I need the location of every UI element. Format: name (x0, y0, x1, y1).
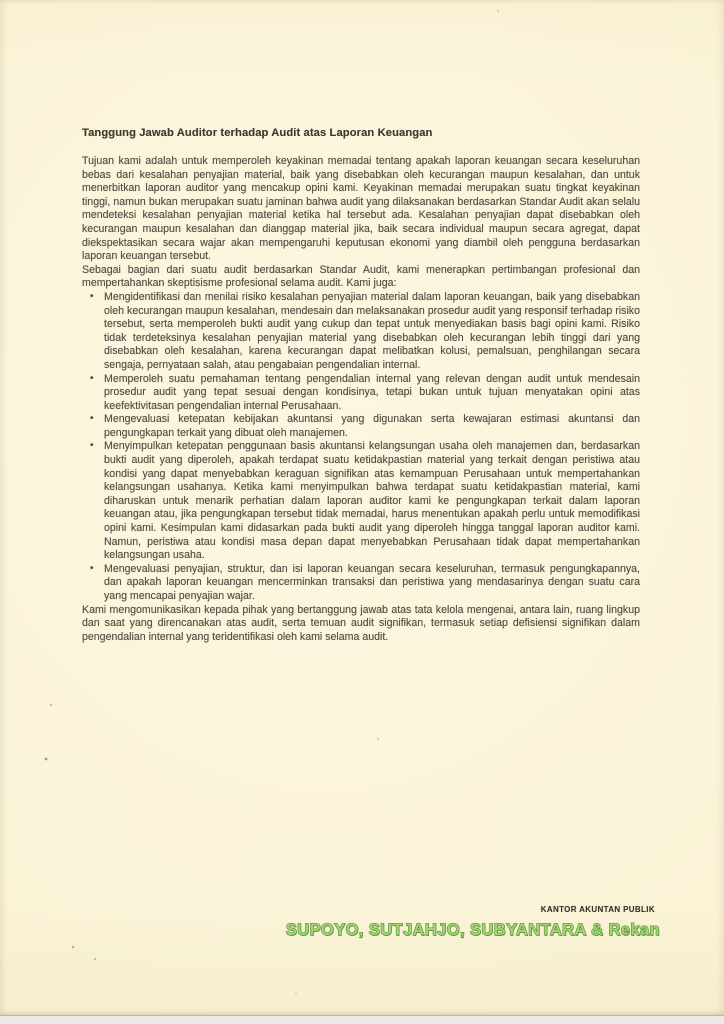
firm-name-logotype: SUPOYO, SUTJAHJO, SUBYANTARA & Rekan (285, 921, 660, 939)
list-item-text: Mengidentifikasi dan menilai risiko kesalahan penyajian material dalam laporan keuangan, baik yang disebabkan oleh kecurangan maupun kesalahan, mendesain dan melaksanakan prosedur audit yang responsif terhadap risiko tersebut, serta memperoleh bukti audit yang cukup dan tepat untuk menyediakan basis bagi opini kami. Risiko tidak terdeteksinya kesalahan penyajian material yang disebabkan oleh kecurangan lebih tinggi dari yang disebabkan oleh kesalahan, karena kecurangan dapat melibatkan kolusi, pemalsuan, penghilangan secara sengaja, pernyataan salah, atau pengabaian pengendalian internal. (104, 290, 640, 371)
auditor-responsibility-section (82, 126, 640, 644)
bullet-icon: • (90, 372, 94, 384)
bullet-icon: • (90, 413, 94, 425)
paragraph-communication: Kami mengomunikasikan kepada pihak yang bertanggung jawab atas tata kelola mengenai, antara lain, ruang lingkup dan saat yang direncanakan atas audit, serta temuan audit signifikan, termasuk setiap defisiensi signifikan dalam pengendalian internal yang teridentifikasi oleh kami selama audit. (82, 603, 640, 643)
list-item (82, 440, 640, 562)
bullet-icon: • (90, 440, 94, 452)
scan-bottom-edge (0, 1015, 724, 1024)
list-item (82, 373, 640, 414)
list-item-text: Mengevaluasi ketepatan kebijakan akuntansi yang digunakan serta kewajaran estimasi akuntansi dan pengungkapan terkait yang dibuat oleh manajemen. (104, 413, 640, 439)
list-item-text: Mengevaluasi penyajian, struktur, dan isi laporan keuangan secara keseluruhan, termasuk pengungkapannya, dan apakah laporan keuangan mencerminkan transaksi dan peristiwa yang mendasarinya dengan suatu cara yang mencapai penyajian wajar. (104, 562, 640, 602)
firm-type-label: KANTOR AKUNTAN PUBLIK (540, 905, 655, 914)
list-item-text: Menyimpulkan ketepatan penggunaan basis akuntansi kelangsungan usaha oleh manajemen dan, berdasarkan bukti audit yang diperoleh, apakah terdapat suatu ketidakpastian material yang terkait dengan peristiwa atau kondisi yang dapat menyebabkan keraguan signifikan atas kemampuan Perusahaan untuk mempertahankan kelangsungan usahanya. Ketika kami menyimpulkan bahwa terdapat suatu ketidakpastian material, kami diharuskan untuk menarik perhatian dalam laporan auditor kami ke pengungkapan terkait dalam laporan keuangan atau, jika pengungkapan tersebut tidak memadai, harus menentukan apakah perlu untuk memodifikasi opini kami. Kesimpulan kami didasarkan pada bukti audit yang diperoleh hingga tanggal laporan auditor kami. Namun, peristiwa atau kondisi masa depan dapat menyebabkan Perusahaan tidak dapat mempertahankan kelangsungan usaha. (104, 440, 640, 562)
list-item (82, 413, 640, 440)
list-item-text: Memperoleh suatu pemahaman tentang pengendalian internal yang relevan dengan audit untuk mendesain prosedur audit yang tepat sesuai dengan kondisinya, tetapi bukan untuk tujuan menyatakan opini atas keefektivitasan pengendalian internal Perusahaan. (104, 372, 640, 412)
list-item (82, 563, 640, 604)
paper-specks (0, 0, 2, 2)
paragraph-objective: Tujuan kami adalah untuk memperoleh keyakinan memadai tentang apakah laporan keuangan secara keseluruhan bebas dari kesalahan penyajian material, baik yang disebabkan oleh kecurangan maupun kesalahan, dan untuk menerbitkan laporan auditor yang mencakup opini kami. Keyakinan memadai merupakan suatu tingkat keyakinan tinggi, namun bukan merupakan suatu jaminan bahwa audit yang dilaksanakan berdasarkan Standar Audit akan selalu mendeteksi kesalahan penyajian material ketika hal tersebut ada. Kesalahan penyajian dapat disebabkan oleh kecurangan maupun kesalahan dan dianggap material jika, baik secara individual maupun secara agregat, dapat diekspektasikan secara wajar akan mempengaruhi keputusan ekonomi yang diambil oleh pengguna berdasarkan laporan keuangan tersebut. (82, 155, 640, 263)
paragraph-basis-intro: Sebagai bagian dari suatu audit berdasarkan Standar Audit, kami menerapkan pertimbangan profesional dan mempertahankan skeptisisme profesional selama audit. Kami juga: (82, 263, 640, 290)
bullet-icon: • (90, 562, 94, 574)
bullet-list (82, 291, 640, 604)
list-item (82, 291, 640, 373)
section-heading: Tanggung Jawab Auditor terhadap Audit atas Laporan Keuangan (82, 127, 433, 139)
bullet-icon: • (90, 290, 94, 302)
